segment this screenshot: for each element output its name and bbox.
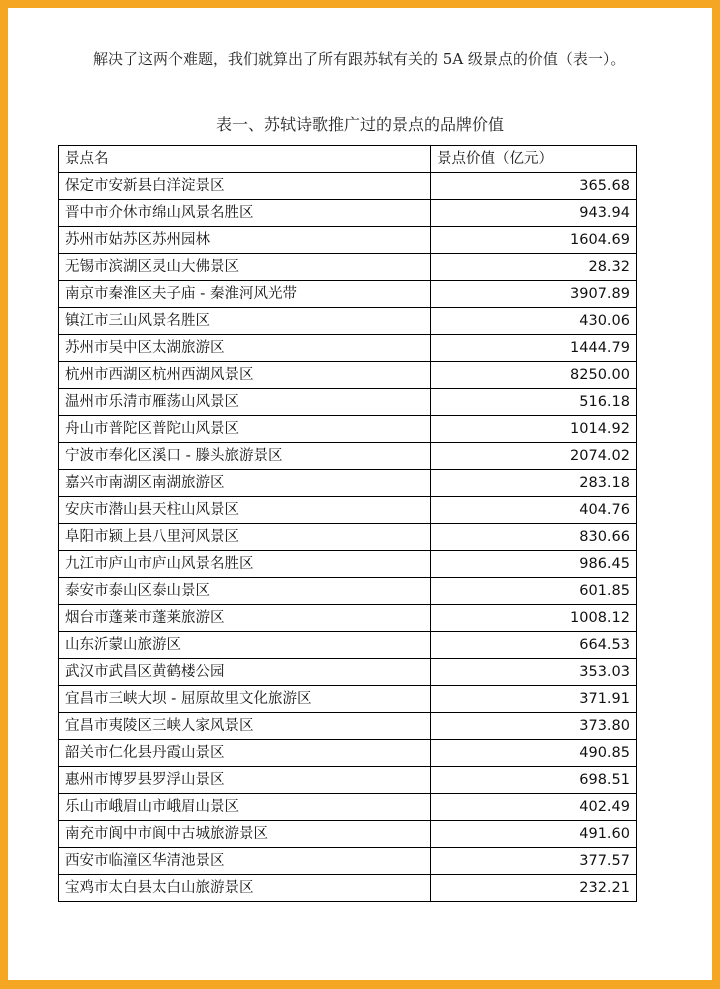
spot-name-cell: 镇江市三山风景名胜区 <box>59 308 431 335</box>
spot-value-cell: 1008.12 <box>431 605 637 632</box>
spot-value-cell: 1014.92 <box>431 416 637 443</box>
spot-value-cell: 1444.79 <box>431 335 637 362</box>
spot-name-cell: 温州市乐清市雁荡山风景区 <box>59 389 431 416</box>
spot-value-cell: 8250.00 <box>431 362 637 389</box>
table-row <box>59 578 637 605</box>
spot-name-cell: 九江市庐山市庐山风景名胜区 <box>59 551 431 578</box>
spot-name-cell: 烟台市蓬莱市蓬莱旅游区 <box>59 605 431 632</box>
table-row <box>59 875 637 902</box>
spot-value-cell: 373.80 <box>431 713 637 740</box>
table-row <box>59 740 637 767</box>
table-row <box>59 200 637 227</box>
table-body <box>59 173 637 902</box>
header-spot-name: 景点名 <box>59 146 431 173</box>
spot-name-cell: 南京市秦淮区夫子庙 - 秦淮河风光带 <box>59 281 431 308</box>
table-header-row <box>59 146 637 173</box>
table-row <box>59 686 637 713</box>
spot-name-cell: 晋中市介休市绵山风景名胜区 <box>59 200 431 227</box>
spot-name-cell: 舟山市普陀区普陀山风景区 <box>59 416 431 443</box>
spot-value-cell: 365.68 <box>431 173 637 200</box>
scenic-spot-value-table <box>58 145 637 902</box>
spot-value-cell: 404.76 <box>431 497 637 524</box>
spot-name-cell: 南充市阆中市阆中古城旅游景区 <box>59 821 431 848</box>
table-row <box>59 659 637 686</box>
table-row <box>59 443 637 470</box>
spot-name-cell: 西安市临潼区华清池景区 <box>59 848 431 875</box>
spot-name-cell: 苏州市吴中区太湖旅游区 <box>59 335 431 362</box>
spot-name-cell: 武汉市武昌区黄鹤楼公园 <box>59 659 431 686</box>
spot-name-cell: 乐山市峨眉山市峨眉山景区 <box>59 794 431 821</box>
table-row <box>59 281 637 308</box>
spot-value-cell: 491.60 <box>431 821 637 848</box>
table-row <box>59 362 637 389</box>
spot-name-cell: 宜昌市夷陵区三峡人家风景区 <box>59 713 431 740</box>
spot-value-cell: 943.94 <box>431 200 637 227</box>
spot-name-cell: 韶关市仁化县丹霞山景区 <box>59 740 431 767</box>
spot-value-cell: 377.57 <box>431 848 637 875</box>
table-row <box>59 767 637 794</box>
table-row <box>59 551 637 578</box>
table-caption: 表一、苏轼诗歌推广过的景点的品牌价值 <box>215 115 504 134</box>
spot-name-cell: 嘉兴市南湖区南湖旅游区 <box>59 470 431 497</box>
table-row <box>59 254 637 281</box>
spot-name-cell: 保定市安新县白洋淀景区 <box>59 173 431 200</box>
spot-name-cell: 宝鸡市太白县太白山旅游景区 <box>59 875 431 902</box>
table-row <box>59 335 637 362</box>
spot-value-cell: 516.18 <box>431 389 637 416</box>
document-page <box>8 8 712 980</box>
intro-paragraph: 解决了这两个难题，我们就算出了所有跟苏轼有关的 5A 级景点的价值（表一）。 <box>93 50 626 68</box>
spot-value-cell: 601.85 <box>431 578 637 605</box>
table-row <box>59 389 637 416</box>
header-spot-value: 景点价值（亿元） <box>431 146 637 173</box>
spot-value-cell: 986.45 <box>431 551 637 578</box>
table-row <box>59 470 637 497</box>
table-row <box>59 794 637 821</box>
spot-value-cell: 371.91 <box>431 686 637 713</box>
spot-value-cell: 430.06 <box>431 308 637 335</box>
table-row <box>59 524 637 551</box>
spot-value-cell: 28.32 <box>431 254 637 281</box>
table-row <box>59 821 637 848</box>
spot-value-cell: 283.18 <box>431 470 637 497</box>
table-row <box>59 497 637 524</box>
spot-name-cell: 无锡市滨湖区灵山大佛景区 <box>59 254 431 281</box>
spot-value-cell: 402.49 <box>431 794 637 821</box>
spot-value-cell: 1604.69 <box>431 227 637 254</box>
spot-value-cell: 698.51 <box>431 767 637 794</box>
table-row <box>59 713 637 740</box>
spot-value-cell: 232.21 <box>431 875 637 902</box>
spot-value-cell: 830.66 <box>431 524 637 551</box>
spot-name-cell: 宁波市奉化区溪口 - 滕头旅游景区 <box>59 443 431 470</box>
spot-name-cell: 山东沂蒙山旅游区 <box>59 632 431 659</box>
spot-name-cell: 惠州市博罗县罗浮山景区 <box>59 767 431 794</box>
table-row <box>59 308 637 335</box>
spot-name-cell: 安庆市潜山县天柱山风景区 <box>59 497 431 524</box>
spot-name-cell: 泰安市泰山区泰山景区 <box>59 578 431 605</box>
spot-value-cell: 664.53 <box>431 632 637 659</box>
spot-value-cell: 353.03 <box>431 659 637 686</box>
table-row <box>59 227 637 254</box>
table-row <box>59 848 637 875</box>
spot-name-cell: 宜昌市三峡大坝 - 屈原故里文化旅游区 <box>59 686 431 713</box>
spot-value-cell: 2074.02 <box>431 443 637 470</box>
table-row <box>59 173 637 200</box>
spot-value-cell: 3907.89 <box>431 281 637 308</box>
table-row <box>59 632 637 659</box>
table-row <box>59 416 637 443</box>
spot-name-cell: 阜阳市颍上县八里河风景区 <box>59 524 431 551</box>
spot-name-cell: 苏州市姑苏区苏州园林 <box>59 227 431 254</box>
spot-value-cell: 490.85 <box>431 740 637 767</box>
table-row <box>59 605 637 632</box>
spot-name-cell: 杭州市西湖区杭州西湖风景区 <box>59 362 431 389</box>
